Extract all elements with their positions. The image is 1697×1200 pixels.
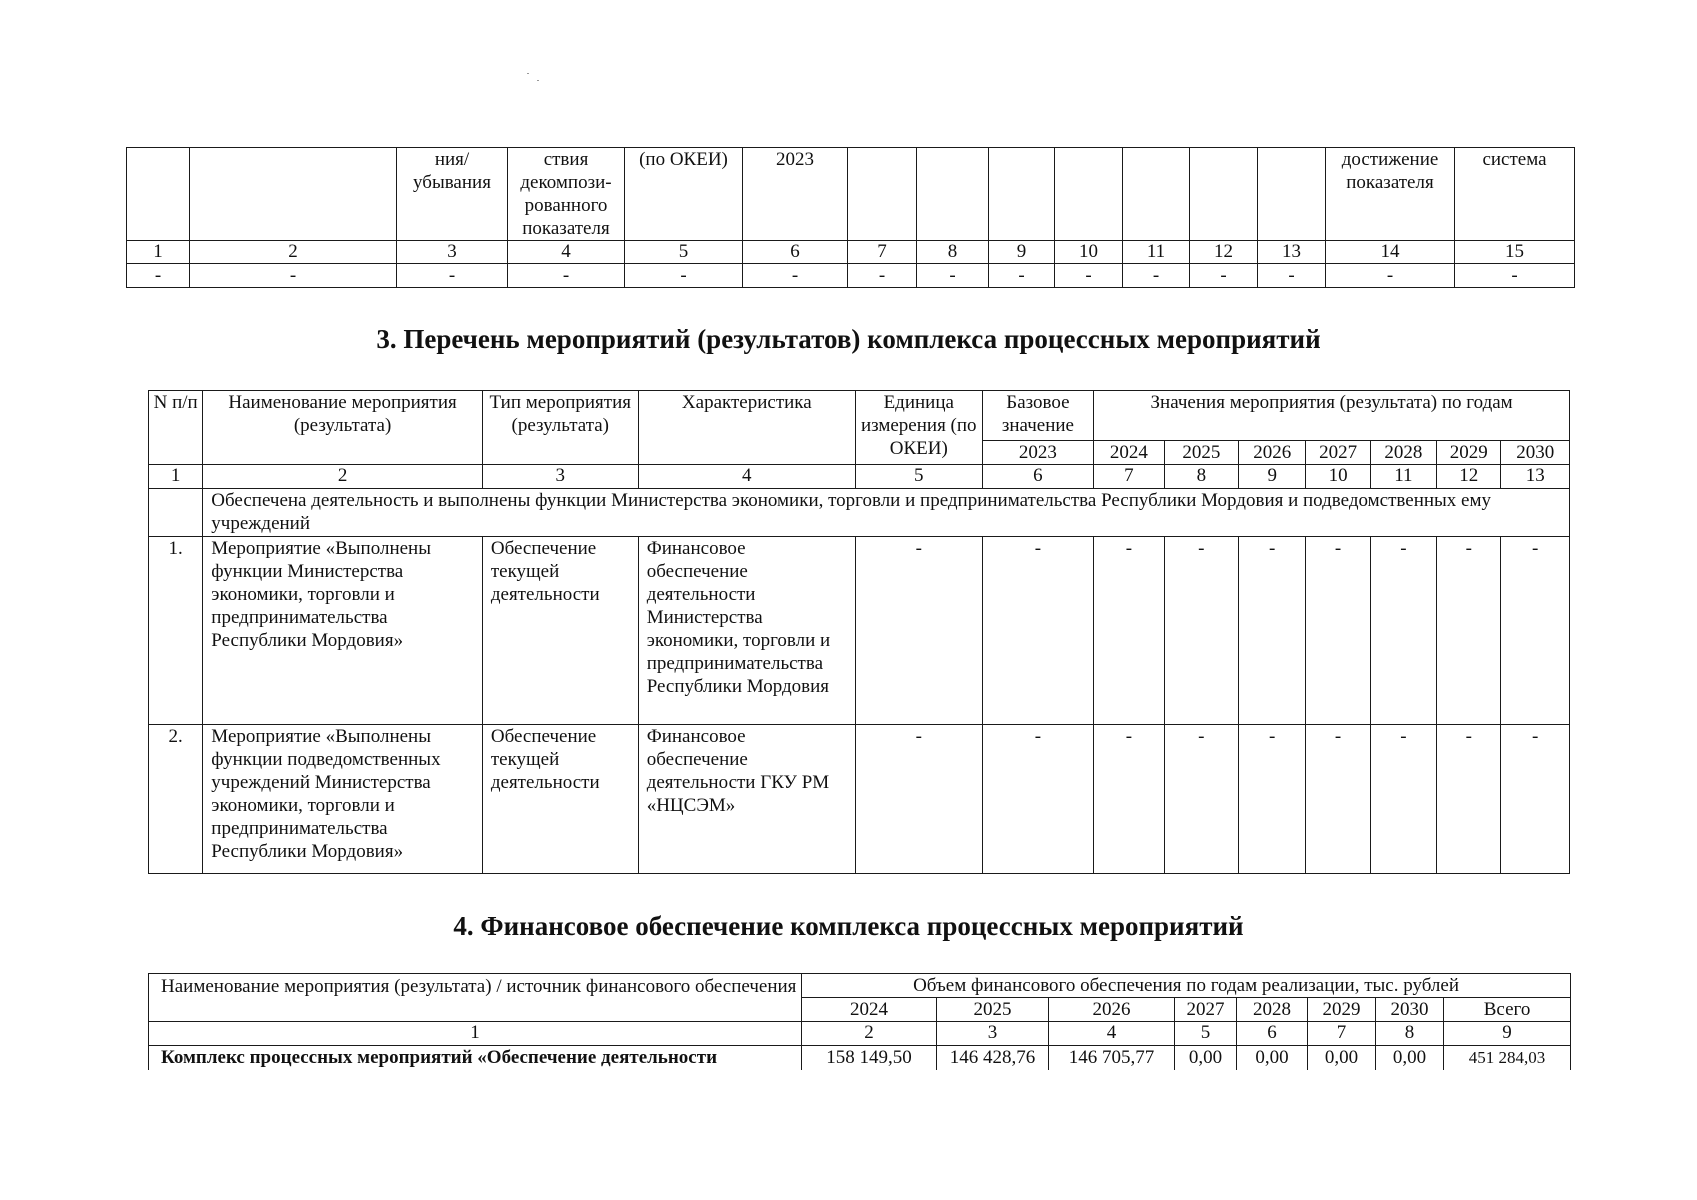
activity-year-value: -	[1164, 537, 1238, 725]
financing-row	[149, 1046, 1571, 1070]
activities-number-row	[149, 465, 1570, 489]
year-header: 2029	[1437, 441, 1501, 465]
year-header: 2027	[1306, 441, 1370, 465]
financing-total: 451 284,03	[1444, 1046, 1571, 1070]
table-cell: -	[190, 264, 397, 288]
table-cell: -	[508, 264, 625, 288]
column-number: 9	[989, 241, 1055, 264]
table-cell: -	[625, 264, 743, 288]
financing-value: 0,00	[1175, 1046, 1237, 1070]
table1-header-row	[127, 148, 1575, 241]
table1-data-row	[127, 264, 1575, 288]
activity-name: Мероприятие «Выполнены функции подведомственных учреждений Министерства экономики, торговли и предпринимательства Республики Мордовия»	[203, 725, 483, 874]
activities-group-row	[149, 489, 1570, 537]
column-number: 13	[1501, 465, 1570, 489]
row-number: 2.	[149, 725, 203, 874]
column-number: 5	[855, 465, 982, 489]
financing-value: 146 705,77	[1049, 1046, 1175, 1070]
row-number: 1.	[149, 537, 203, 725]
year-header: 2025	[1164, 441, 1238, 465]
activity-year-value: -	[1094, 537, 1164, 725]
financing-value: 0,00	[1376, 1046, 1444, 1070]
header-financing-volume: Объем финансового обеспечения по годам реализации, тыс. рублей	[802, 974, 1571, 998]
indicators-table-continuation	[126, 147, 1575, 288]
activity-year-value: -	[1437, 537, 1501, 725]
year-header: 2028	[1237, 998, 1308, 1022]
column-number: 8	[917, 241, 989, 264]
column-number: 10	[1306, 465, 1370, 489]
base-year: 2023	[982, 441, 1094, 465]
activity-year-value: -	[1306, 725, 1370, 874]
column-number: 15	[1455, 241, 1575, 264]
column-number: 11	[1123, 241, 1190, 264]
scan-speck	[537, 80, 539, 81]
year-header: 2027	[1175, 998, 1237, 1022]
financing-row-name: Комплекс процессных мероприятий «Обеспечение деятельности	[149, 1046, 802, 1070]
section4-title: 4. Финансовое обеспечение комплекса процессных мероприятий	[453, 911, 1244, 941]
table-cell: -	[1258, 264, 1326, 288]
financing-table	[148, 973, 1571, 1070]
header-number: N п/п	[149, 391, 203, 465]
column-number: 8	[1376, 1022, 1444, 1046]
activity-year-value: -	[1370, 725, 1436, 874]
column-number: 4	[508, 241, 625, 264]
table1-number-row	[127, 241, 1575, 264]
activity-year-value: -	[1306, 537, 1370, 725]
header-source-name: Наименование мероприятия (результата) / источник финансового обеспечения	[149, 974, 802, 1022]
activity-base: -	[982, 537, 1094, 725]
column-number: 11	[1370, 465, 1436, 489]
table1-header-cell	[127, 148, 190, 241]
activity-unit: -	[855, 725, 982, 874]
header-base-value: Базовое значение	[982, 391, 1094, 441]
table-cell: -	[917, 264, 989, 288]
table-cell: -	[397, 264, 508, 288]
header-activity-type: Тип мероприятия (результата)	[482, 391, 638, 465]
activity-year-value: -	[1437, 725, 1501, 874]
financing-value: 158 149,50	[802, 1046, 937, 1070]
table-cell: -	[127, 264, 190, 288]
column-number: 14	[1326, 241, 1455, 264]
activity-year-value: -	[1239, 725, 1306, 874]
table1-header-cell: (по ОКЕИ)	[625, 148, 743, 241]
table1-header-cell: ствия декомпози-рованного показателя	[508, 148, 625, 241]
activity-unit: -	[855, 537, 982, 725]
activities-header-row	[149, 391, 1570, 441]
table-cell: -	[1455, 264, 1575, 288]
activities-table	[148, 390, 1570, 874]
column-number: 1	[149, 465, 203, 489]
table-cell: -	[1055, 264, 1123, 288]
column-number: 2	[802, 1022, 937, 1046]
table1-header-cell: 2023	[743, 148, 848, 241]
year-header: 2025	[937, 998, 1049, 1022]
column-number: 10	[1055, 241, 1123, 264]
table1-header-cell: ния/ убывания	[397, 148, 508, 241]
activity-base: -	[982, 725, 1094, 874]
group-title: Обеспечена деятельность и выполнены функции Министерства экономики, торговли и предпринимательства Республики Мордовия и подведомственных ему учреждений	[203, 489, 1570, 537]
activity-type: Обеспечение текущей деятельности	[482, 725, 638, 874]
financing-number-row	[149, 1022, 1571, 1046]
activity-year-value: -	[1370, 537, 1436, 725]
activity-year-value: -	[1094, 725, 1164, 874]
column-number: 7	[848, 241, 917, 264]
financing-value: 146 428,76	[937, 1046, 1049, 1070]
column-number: 6	[1237, 1022, 1308, 1046]
financing-value: 0,00	[1308, 1046, 1376, 1070]
activity-year-value: -	[1164, 725, 1238, 874]
column-number: 1	[127, 241, 190, 264]
column-number: 6	[982, 465, 1094, 489]
section3-title: 3. Перечень мероприятий (результатов) комплекса процессных мероприятий	[376, 324, 1321, 354]
activity-year-value: -	[1239, 537, 1306, 725]
scan-speck	[527, 73, 529, 74]
column-number: 7	[1094, 465, 1164, 489]
year-header: 2024	[1094, 441, 1164, 465]
year-header: 2030	[1376, 998, 1444, 1022]
table-cell	[149, 489, 203, 537]
table-cell: -	[1123, 264, 1190, 288]
column-number: 5	[625, 241, 743, 264]
table1-header-cell	[1190, 148, 1258, 241]
year-header: 2028	[1370, 441, 1436, 465]
column-number: 7	[1308, 1022, 1376, 1046]
table1-header-cell	[1258, 148, 1326, 241]
year-header: 2030	[1501, 441, 1570, 465]
column-number: 8	[1164, 465, 1238, 489]
column-number: 2	[203, 465, 483, 489]
table1-header-cell: система	[1455, 148, 1575, 241]
column-number: 3	[937, 1022, 1049, 1046]
column-number: 2	[190, 241, 397, 264]
financing-value: 0,00	[1237, 1046, 1308, 1070]
column-number: 9	[1444, 1022, 1571, 1046]
activity-row	[149, 537, 1570, 725]
column-number: 5	[1175, 1022, 1237, 1046]
activity-type: Обеспечение текущей деятельности	[482, 537, 638, 725]
year-header: 2026	[1049, 998, 1175, 1022]
table1-header-cell: достижение показателя	[1326, 148, 1455, 241]
column-number: 3	[482, 465, 638, 489]
header-activity-name: Наименование мероприятия (результата)	[203, 391, 483, 465]
header-values-by-year: Значения мероприятия (результата) по годам	[1094, 391, 1570, 441]
financing-header-row	[149, 974, 1571, 998]
year-header: 2026	[1239, 441, 1306, 465]
column-number: 12	[1190, 241, 1258, 264]
column-number: 6	[743, 241, 848, 264]
column-number: 4	[638, 465, 855, 489]
header-unit: Единица измерения (по ОКЕИ)	[855, 391, 982, 465]
table-cell: -	[1326, 264, 1455, 288]
table1-header-cell	[848, 148, 917, 241]
year-header: 2029	[1308, 998, 1376, 1022]
table1-header-cell	[190, 148, 397, 241]
activity-characteristic: Финансовое обеспечение деятельности Министерства экономики, торговли и предпринимательства Республики Мордовия	[638, 537, 855, 725]
column-number: 12	[1437, 465, 1501, 489]
activity-characteristic: Финансовое обеспечение деятельности ГКУ РМ «НЦСЭМ»	[638, 725, 855, 874]
table1-header-cell	[917, 148, 989, 241]
column-number: 1	[149, 1022, 802, 1046]
table-cell: -	[848, 264, 917, 288]
total-header: Всего	[1444, 998, 1571, 1022]
column-number: 13	[1258, 241, 1326, 264]
table-cell: -	[743, 264, 848, 288]
activity-row	[149, 725, 1570, 874]
activity-year-value: -	[1501, 537, 1570, 725]
column-number: 9	[1239, 465, 1306, 489]
table1-header-cell	[1055, 148, 1123, 241]
column-number: 3	[397, 241, 508, 264]
column-number: 4	[1049, 1022, 1175, 1046]
activity-name: Мероприятие «Выполнены функции Министерства экономики, торговли и предпринимательства Республики Мордовия»	[203, 537, 483, 725]
table-cell: -	[1190, 264, 1258, 288]
activity-year-value: -	[1501, 725, 1570, 874]
table1-header-cell	[989, 148, 1055, 241]
header-characteristic: Характеристика	[638, 391, 855, 465]
table-cell: -	[989, 264, 1055, 288]
table1-header-cell	[1123, 148, 1190, 241]
year-header: 2024	[802, 998, 937, 1022]
